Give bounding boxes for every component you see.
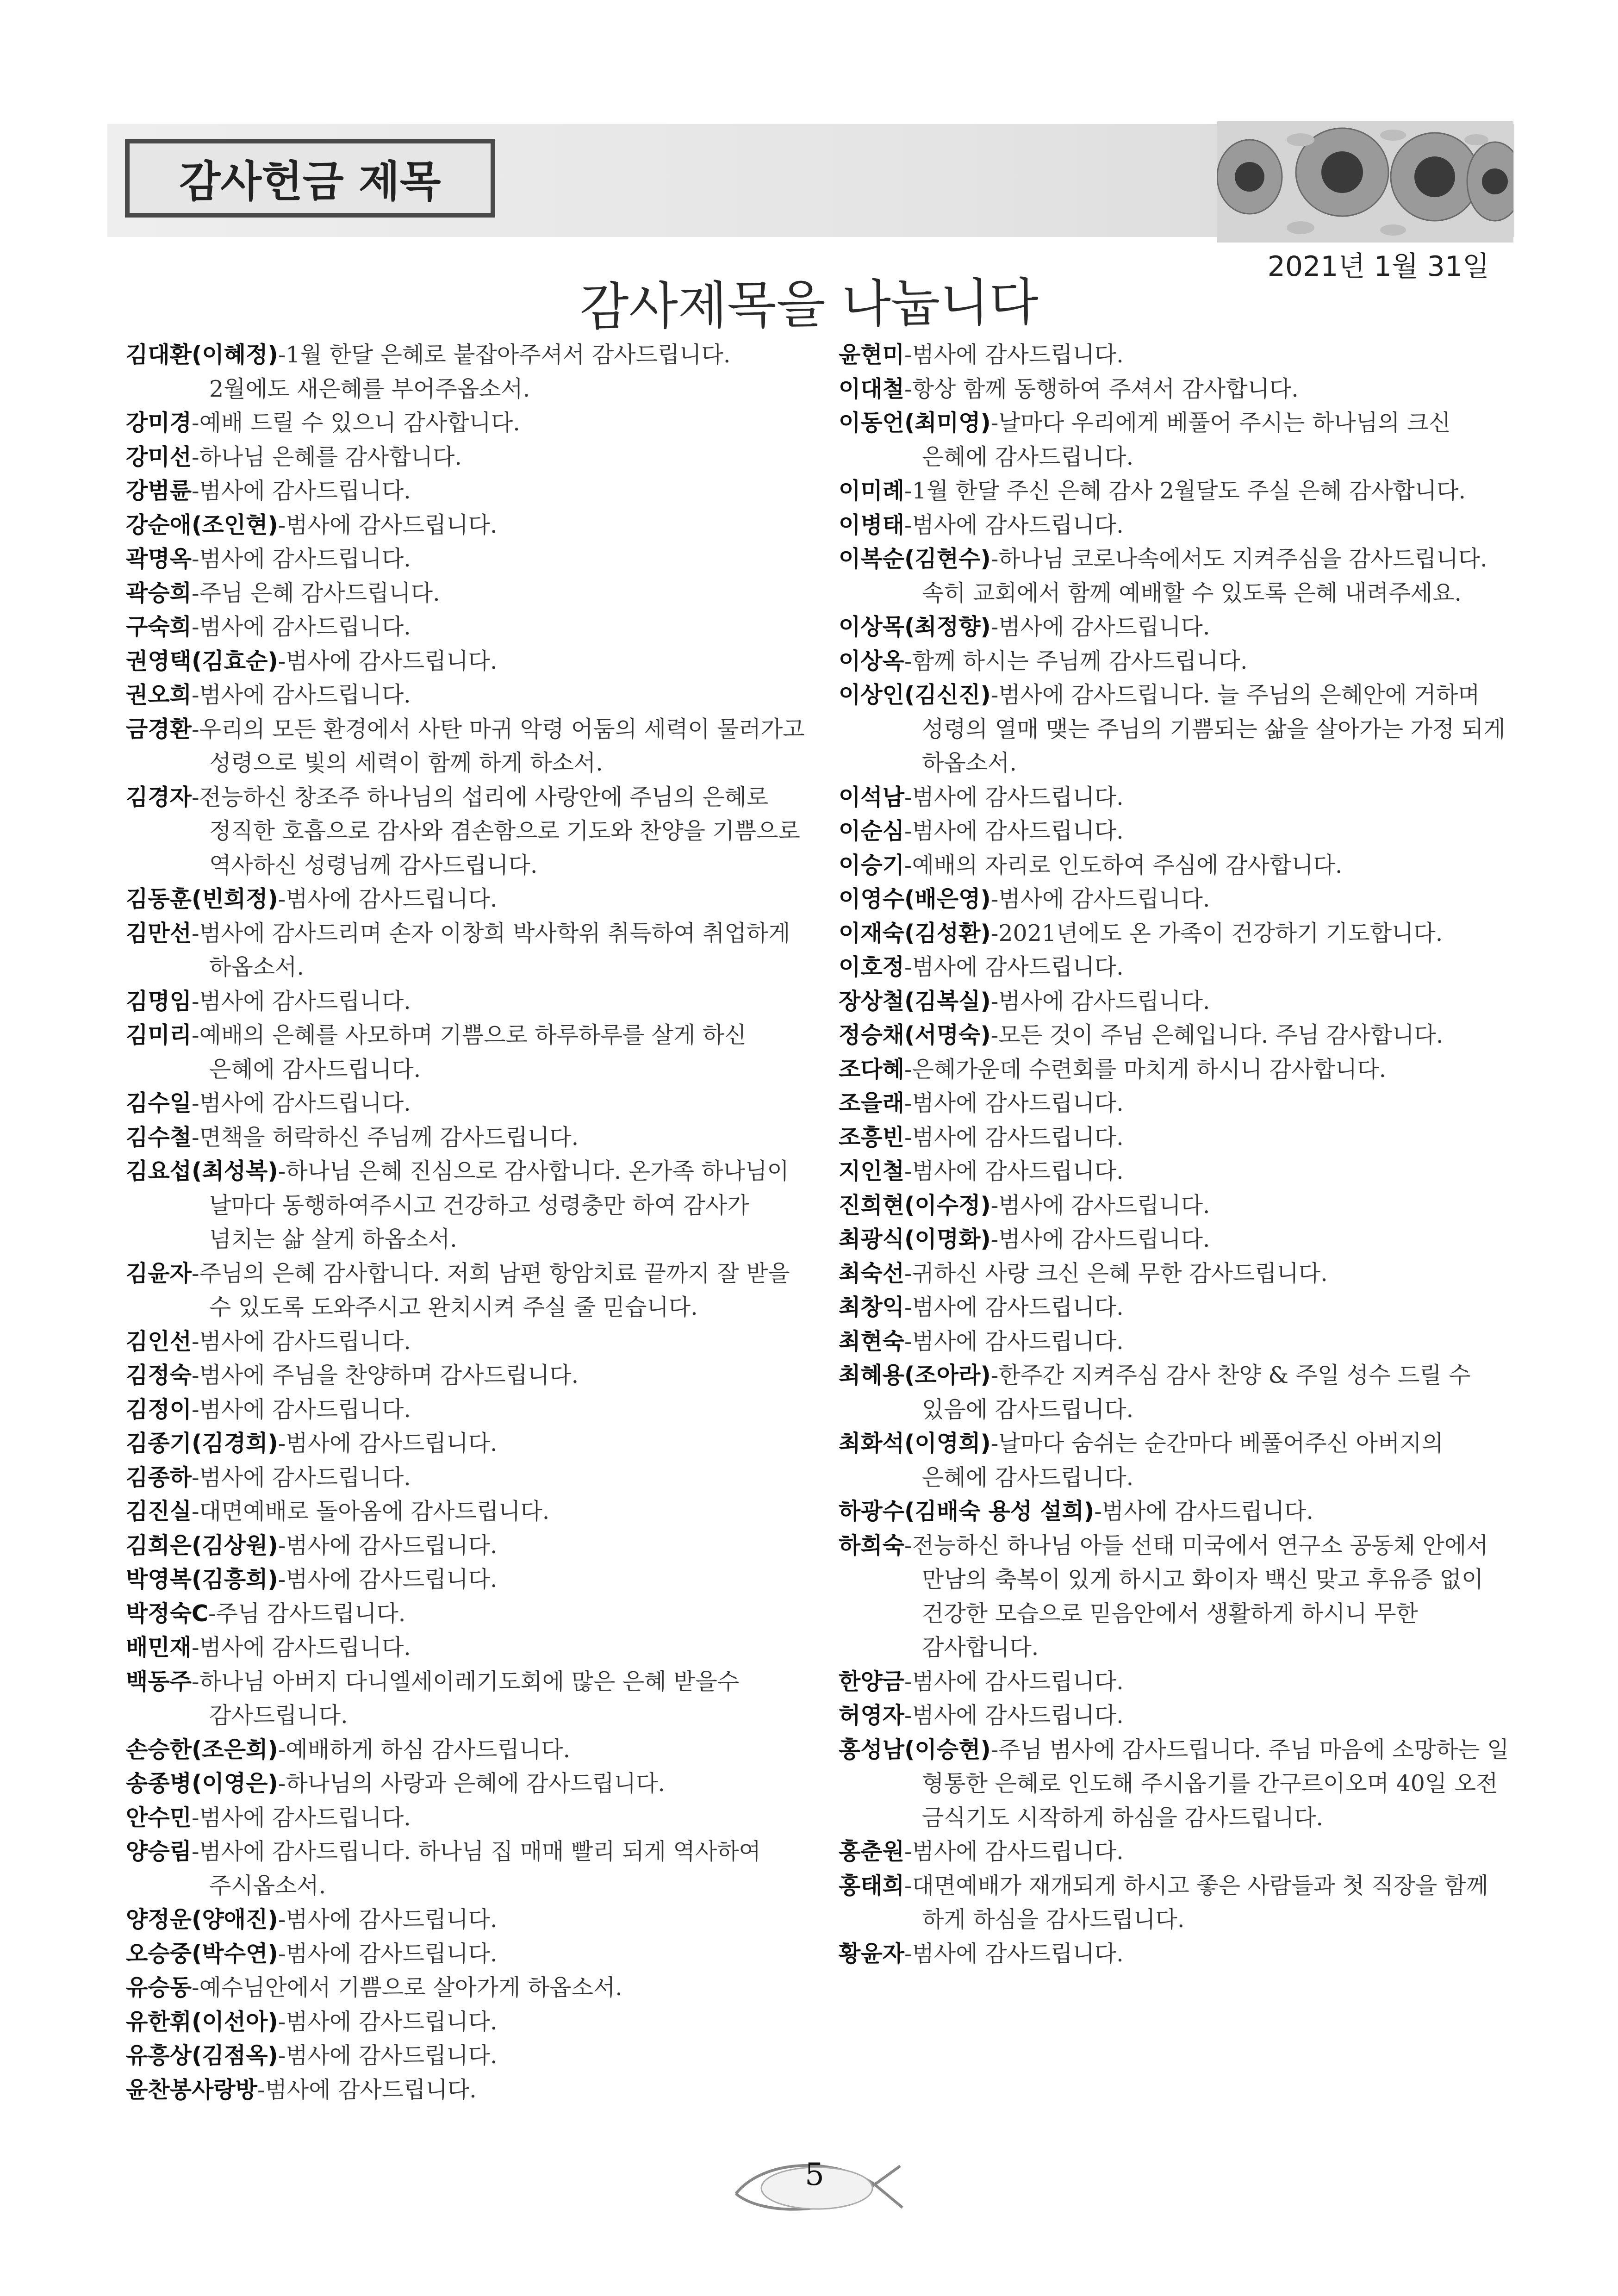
thanks-entry <box>126 1971 806 2005</box>
thanks-text: -범사에 감사드립니다. <box>904 1158 1124 1184</box>
thanks-text: -하나님 은혜 진심으로 감사합니다. 온가족 하나님이 날마다 동행하여주시고 건강하고 성령충만 하여 감사가 넘치는 삶 살게 하옵소서. <box>209 1158 789 1252</box>
thanks-text: -범사에 감사드립니다. <box>192 682 411 708</box>
member-name: 이재숙(김성환) <box>839 920 991 946</box>
thanks-entry <box>126 1086 806 1120</box>
thanks-text: -범사에 감사드립니다. <box>192 1396 411 1423</box>
member-name: 김경자 <box>126 784 192 810</box>
thanks-entry <box>126 1630 806 1665</box>
thanks-text: -범사에 감사드립니다. <box>904 1328 1124 1355</box>
member-name: 김미리 <box>126 1022 192 1048</box>
thanks-entry <box>126 644 806 678</box>
thanks-entry <box>126 1325 806 1359</box>
thanks-entry <box>126 1903 806 1937</box>
thanks-text: -범사에 감사드립니다. 늘 주님의 은혜안에 거하며 성령의 열매 맺는 주님의 기쁨되는 삶을 살아가는 가정 되게 하옵소서. <box>922 682 1506 776</box>
member-name: 황윤자 <box>839 1940 905 1967</box>
thanks-entry <box>839 1937 1514 1971</box>
thanks-text: -범사에 감사드립니다. <box>278 2008 498 2035</box>
thanks-entry <box>126 780 806 883</box>
thanks-entry <box>839 1325 1514 1359</box>
thanks-text: -2021년에도 온 가족이 건강하기 기도합니다. <box>990 920 1443 946</box>
thanks-entry <box>126 916 806 984</box>
thanks-text: -범사에 감사드립니다. <box>278 511 498 538</box>
thanks-text: -하나님 아버지 다니엘세이레기도회에 많은 은혜 받을수 감사드립니다. <box>192 1668 740 1729</box>
thanks-entry <box>126 338 806 406</box>
member-name: 곽승희 <box>126 579 192 606</box>
thanks-entry <box>126 1393 806 1427</box>
thanks-entry <box>126 1257 806 1325</box>
member-name: 이미례 <box>839 478 905 504</box>
member-name: 지인철 <box>839 1158 905 1184</box>
thanks-text: -주님 감사드립니다. <box>208 1600 406 1627</box>
member-name: 하광수(김배숙 용성 설희) <box>839 1498 1095 1524</box>
thanks-entry <box>839 1835 1514 1869</box>
thanks-text: -하나님 은혜를 감사합니다. <box>192 443 462 470</box>
thanks-entry <box>126 712 806 780</box>
thanks-text: -1월 한달 은혜로 붙잡아주셔서 감사드립니다. 2월에도 새은혜를 부어주옵소서. <box>209 342 731 402</box>
thanks-text: -범사에 감사드립니다. <box>278 1532 498 1559</box>
thanks-entry <box>126 2005 806 2039</box>
thanks-entry <box>126 1154 806 1257</box>
thanks-text: -주님 은혜 감사드립니다. <box>192 579 440 606</box>
member-name: 이순심 <box>839 818 905 844</box>
thanks-entry <box>126 1494 806 1529</box>
thanks-entry <box>839 984 1514 1019</box>
thanks-entry <box>126 1937 806 1971</box>
thanks-text: -범사에 감사드립니다. <box>257 2076 477 2103</box>
member-name: 김인선 <box>126 1328 192 1355</box>
thanks-text: -예배 드릴 수 있으니 감사합니다. <box>192 410 520 436</box>
thanks-text: -범사에 감사드립니다. <box>278 1940 498 1967</box>
thanks-entry <box>839 1120 1514 1155</box>
member-name: 곽명옥 <box>126 546 192 572</box>
thanks-entry <box>126 1358 806 1393</box>
member-name: 최숙선 <box>839 1260 905 1287</box>
member-name: 김정이 <box>126 1396 192 1423</box>
thanks-text: -전능하신 창조주 하나님의 섭리에 사랑안에 주님의 은혜로 정직한 호흡으로 감사와 겸손함으로 기도와 찬양을 기쁨으로 역사하신 성령님께 감사드립니다. <box>192 784 800 878</box>
thanks-text: -범사에 감사드립니다. <box>904 784 1124 810</box>
thanks-text: -예배의 은혜를 사모하며 기쁨으로 하루하루를 살게 하신 은혜에 감사드립니다. <box>192 1022 747 1083</box>
thanks-text: -범사에 감사드립니다. <box>904 818 1124 844</box>
thanks-text: -범사에 감사드립니다. <box>192 546 411 572</box>
member-name: 최화석(이영희) <box>839 1430 991 1456</box>
member-name: 김만선 <box>126 920 192 946</box>
thanks-text: -범사에 감사드립니다. <box>904 1838 1124 1865</box>
member-name: 최현숙 <box>839 1328 905 1355</box>
thanks-text: -범사에 감사드립니다. <box>904 1090 1124 1116</box>
thanks-entry <box>126 2073 806 2107</box>
member-name: 김진실 <box>126 1498 192 1524</box>
thanks-entry <box>126 610 806 644</box>
member-name: 김명임 <box>126 988 192 1014</box>
thanks-entry <box>126 882 806 916</box>
thanks-entry <box>126 678 806 712</box>
member-name: 김수철 <box>126 1124 192 1151</box>
thanks-entry <box>839 780 1514 815</box>
member-name: 금경환 <box>126 716 192 742</box>
member-name: 최창익 <box>839 1294 905 1320</box>
thanks-text: -우리의 모든 환경에서 사탄 마귀 악령 어둠의 세력이 물러가고 성령으로 빛의 세력이 함께 하게 하소서. <box>192 716 805 776</box>
thanks-entry <box>126 1801 806 1835</box>
thanks-entry <box>839 372 1514 406</box>
thanks-text: -주님의 은혜 감사합니다. 저희 남편 항암치료 끝까지 잘 받을 수 있도록 도와주시고 완치시켜 주실 줄 믿습니다. <box>192 1260 790 1320</box>
thanks-entry <box>839 848 1514 883</box>
member-name: 배민재 <box>126 1634 192 1661</box>
bulletin-date: 2021년 1월 31일 <box>1267 250 1489 283</box>
thanks-entry <box>839 1290 1514 1325</box>
member-name: 김대환(이혜정) <box>126 342 278 368</box>
member-name: 권영택(김효순) <box>126 647 278 674</box>
thanks-text: -범사에 감사드립니다. <box>904 511 1124 538</box>
member-name: 이호정 <box>839 954 905 980</box>
thanks-text: -범사에 감사드립니다. <box>192 988 411 1014</box>
thanks-text: -범사에 감사드립니다. <box>990 988 1210 1014</box>
thanks-text: -1월 한달 주신 은혜 감사 2월달도 주실 은혜 감사합니다. <box>904 478 1466 504</box>
member-name: 이영수(배은영) <box>839 886 991 912</box>
thanks-text: -대면예배로 돌아옴에 감사드립니다. <box>192 1498 550 1524</box>
member-name: 조흥빈 <box>839 1124 905 1151</box>
member-name: 이복순(김현수) <box>839 546 991 572</box>
thanks-entry <box>839 1494 1514 1529</box>
thanks-entry <box>126 576 806 610</box>
thanks-entry <box>839 508 1514 542</box>
member-name: 강미선 <box>126 443 192 470</box>
member-name: 양정운(양애진) <box>126 1906 278 1933</box>
thanks-text: -하나님의 사랑과 은혜에 감사드립니다. <box>278 1770 666 1797</box>
member-name: 최광식(이명화) <box>839 1226 991 1252</box>
member-name: 김요섭(최성복) <box>126 1158 278 1184</box>
thanks-text: -범사에 감사드립니다. <box>904 954 1124 980</box>
member-name: 유승동 <box>126 1974 192 2001</box>
thanks-entry <box>126 1120 806 1155</box>
thanks-entry <box>839 1699 1514 1733</box>
member-name: 진희현(이수정) <box>839 1192 991 1219</box>
thanks-text: -범사에 감사드립니다. <box>278 1906 498 1933</box>
thanks-entry <box>126 1529 806 1563</box>
member-name: 이석남 <box>839 784 905 810</box>
thanks-text: -범사에 감사드립니다. <box>904 1940 1124 1967</box>
member-name: 백동주 <box>126 1668 192 1695</box>
thanks-text: -범사에 감사드립니다. <box>192 478 411 504</box>
thanks-entry <box>839 678 1514 780</box>
thanks-entry <box>839 1222 1514 1257</box>
thanks-text: -항상 함께 동행하여 주셔서 감사합니다. <box>904 375 1299 402</box>
thanks-entry <box>839 916 1514 951</box>
member-name: 손승한(조은희) <box>126 1736 278 1763</box>
thanks-text: -범사에 감사드립니다. <box>904 1668 1124 1695</box>
thanks-text: -범사에 감사드립니다. <box>990 614 1210 640</box>
page-number: 5 <box>805 2157 824 2192</box>
thanks-entry <box>839 1257 1514 1291</box>
thanks-text: -범사에 감사드립니다. <box>904 1702 1124 1729</box>
member-name: 홍태희 <box>839 1872 905 1899</box>
member-name: 김동훈(빈희정) <box>126 886 278 912</box>
member-name: 이상목(최정향) <box>839 614 991 640</box>
thanks-entry <box>839 1358 1514 1426</box>
member-name: 유한휘(이선아) <box>126 2008 278 2035</box>
member-name: 조다혜 <box>839 1056 905 1083</box>
thanks-text: -범사에 감사드립니다. <box>904 1294 1124 1320</box>
thanks-entry <box>839 1869 1514 1937</box>
thanks-text: -범사에 감사드립니다. <box>904 342 1124 368</box>
thanks-entry <box>126 1733 806 1767</box>
member-name: 김수일 <box>126 1090 192 1116</box>
thanks-text: -범사에 감사드립니다. <box>192 614 411 640</box>
sunflower-photo <box>1217 121 1513 243</box>
thanks-entry <box>839 610 1514 644</box>
member-name: 오승중(박수연) <box>126 1940 278 1967</box>
member-name: 윤현미 <box>839 342 905 368</box>
member-name: 권오희 <box>126 682 192 708</box>
thanks-entry <box>126 474 806 508</box>
member-name: 김종하 <box>126 1464 192 1491</box>
thanks-entry <box>126 1018 806 1086</box>
thanks-entry <box>126 1835 806 1903</box>
thanks-text: -은혜가운데 수련회를 마치게 하시니 감사합니다. <box>904 1056 1387 1083</box>
member-name: 박영복(김흥희) <box>126 1566 278 1593</box>
thanks-text: -범사에 감사드립니다. <box>278 1566 498 1593</box>
right-column <box>839 338 1514 1971</box>
member-name: 이병태 <box>839 511 905 538</box>
member-name: 김희은(김상원) <box>126 1532 278 1559</box>
thanks-entry <box>126 406 806 440</box>
thanks-text: -범사에 감사드립니다. <box>904 1124 1124 1151</box>
thanks-entry <box>839 1665 1514 1699</box>
thanks-entry <box>126 508 806 542</box>
thanks-entry <box>839 1426 1514 1494</box>
thanks-text: -귀하신 사랑 크신 은혜 무한 감사드립니다. <box>904 1260 1328 1287</box>
thanks-text: -대면예배가 재개되게 하시고 좋은 사람들과 첫 직장을 함께 하게 하심을 감사드립니다. <box>904 1872 1488 1933</box>
member-name: 강미경 <box>126 410 192 436</box>
thanks-entry <box>126 1461 806 1495</box>
member-name: 조을래 <box>839 1090 905 1116</box>
member-name: 김종기(김경희) <box>126 1430 278 1456</box>
thanks-entry <box>839 542 1514 610</box>
thanks-text: -예배의 자리로 인도하여 주심에 감사합니다. <box>904 852 1343 878</box>
member-name: 구숙희 <box>126 614 192 640</box>
member-name: 윤찬봉사랑방 <box>126 2076 258 2103</box>
thanks-entry <box>126 1665 806 1733</box>
thanks-entry <box>839 950 1514 984</box>
member-name: 하희숙 <box>839 1532 905 1559</box>
thanks-entry <box>839 406 1514 474</box>
thanks-text: -모든 것이 주님 은혜입니다. 주님 감사합니다. <box>990 1022 1444 1048</box>
thanks-text: -범사에 감사드립니다. <box>278 886 498 912</box>
member-name: 장상철(김복실) <box>839 988 991 1014</box>
member-name: 양승림 <box>126 1838 192 1865</box>
thanks-text: -주님 범사에 감사드립니다. 주님 마음에 소망하는 일 형통한 은혜로 인도해 주시옵기를 간구르이오며 40일 오전 금식기도 시작하게 하심을 감사드립니다. <box>922 1736 1509 1831</box>
thanks-entry <box>126 1597 806 1631</box>
thanks-text: -예배하게 하심 감사드립니다. <box>278 1736 571 1763</box>
member-name: 강순애(조인현) <box>126 511 278 538</box>
thanks-text: -범사에 감사드리며 손자 이창희 박사학위 취득하여 취업하게 하옵소서. <box>192 920 790 980</box>
member-name: 이상인(김신진) <box>839 682 991 708</box>
thanks-entry <box>126 1562 806 1597</box>
thanks-text: -하나님 코로나속에서도 지켜주심을 감사드립니다. 속히 교회에서 함께 예배할 수 있도록 은혜 내려주세요. <box>922 546 1487 606</box>
member-name: 한양금 <box>839 1668 905 1695</box>
thanks-entry <box>839 1018 1514 1052</box>
thanks-entry <box>839 1529 1514 1665</box>
thanks-text: -범사에 감사드립니다. <box>1094 1498 1313 1524</box>
member-name: 최혜용(조아라) <box>839 1362 991 1388</box>
thanks-entry <box>839 1733 1514 1835</box>
thanks-text: -범사에 감사드립니다. <box>990 1226 1210 1252</box>
thanks-entry <box>839 338 1514 372</box>
thanks-entry <box>839 474 1514 508</box>
thanks-entry <box>839 1154 1514 1188</box>
thanks-text: -범사에 감사드립니다. <box>192 1804 411 1831</box>
thanks-text: -범사에 감사드립니다. 하나님 집 매매 빨리 되게 역사하여 주시옵소서. <box>192 1838 761 1899</box>
thanks-text: -범사에 감사드립니다. <box>192 1090 411 1116</box>
thanks-entry <box>839 814 1514 848</box>
thanks-text: -범사에 감사드립니다. <box>192 1328 411 1355</box>
thanks-text: -범사에 감사드립니다. <box>192 1464 411 1491</box>
member-name: 이동언(최미영) <box>839 410 991 436</box>
thanks-text: -함께 하시는 주님께 감사드립니다. <box>904 647 1248 674</box>
thanks-entry <box>126 440 806 474</box>
thanks-entry <box>839 1086 1514 1120</box>
member-name: 홍춘원 <box>839 1838 905 1865</box>
thanks-entry <box>126 542 806 576</box>
thanks-text: -날마다 우리에게 베풀어 주시는 하나님의 크신 은혜에 감사드립니다. <box>922 410 1451 470</box>
member-name: 이승기 <box>839 852 905 878</box>
member-name: 유흥상(김점옥) <box>126 2042 278 2069</box>
thanks-entry <box>126 1426 806 1461</box>
thanks-entry <box>126 1767 806 1801</box>
member-name: 안수민 <box>126 1804 192 1831</box>
thanks-text: -범사에 감사드립니다. <box>278 1430 498 1456</box>
thanks-text: -범사에 감사드립니다. <box>990 886 1210 912</box>
member-name: 이상옥 <box>839 647 905 674</box>
thanks-text: -범사에 감사드립니다. <box>192 1634 411 1661</box>
thanks-text: -범사에 감사드립니다. <box>278 2042 498 2069</box>
member-name: 김정숙 <box>126 1362 192 1388</box>
thanks-text: -범사에 감사드립니다. <box>278 647 498 674</box>
thanks-text: -한주간 지켜주심 감사 찬양 & 주일 성수 드릴 수 있음에 감사드립니다. <box>922 1362 1471 1423</box>
page-title: 감사제목을 나눕니다 <box>579 272 1039 337</box>
thanks-entry <box>839 1188 1514 1223</box>
thanks-entry <box>839 882 1514 916</box>
member-name: 강범륜 <box>126 478 192 504</box>
thanks-text: -예수님안에서 기쁨으로 살아가게 하옵소서. <box>192 1974 622 2001</box>
member-name: 김윤자 <box>126 1260 192 1287</box>
thanks-text: -면책을 허락하신 주님께 감사드립니다. <box>192 1124 579 1151</box>
left-column <box>126 338 806 2107</box>
thanks-text: -날마다 숨쉬는 순간마다 베풀어주신 아버지의 은혜에 감사드립니다. <box>922 1430 1444 1491</box>
section-title: 감사헌금 제목 <box>125 139 495 218</box>
thanks-text: -전능하신 하나님 아들 선태 미국에서 연구소 공동체 안에서 만남의 축복이 있게 하시고 화이자 백신 맞고 후유증 없이 건강한 모습으로 믿음안에서 생활하게 하시니 무한 감사합니다. <box>904 1532 1488 1661</box>
member-name: 허영자 <box>839 1702 905 1729</box>
member-name: 홍성남(이승현) <box>839 1736 991 1763</box>
thanks-entry <box>839 1052 1514 1087</box>
thanks-entry <box>126 984 806 1019</box>
thanks-entry <box>126 2039 806 2073</box>
thanks-text: -범사에 주님을 찬양하며 감사드립니다. <box>192 1362 579 1388</box>
member-name: 박정숙C <box>126 1600 208 1627</box>
member-name: 이대철 <box>839 375 905 402</box>
member-name: 정승채(서명숙) <box>839 1022 991 1048</box>
thanks-entry <box>839 644 1514 678</box>
thanks-text: -범사에 감사드립니다. <box>990 1192 1210 1219</box>
member-name: 송종병(이영은) <box>126 1770 278 1797</box>
